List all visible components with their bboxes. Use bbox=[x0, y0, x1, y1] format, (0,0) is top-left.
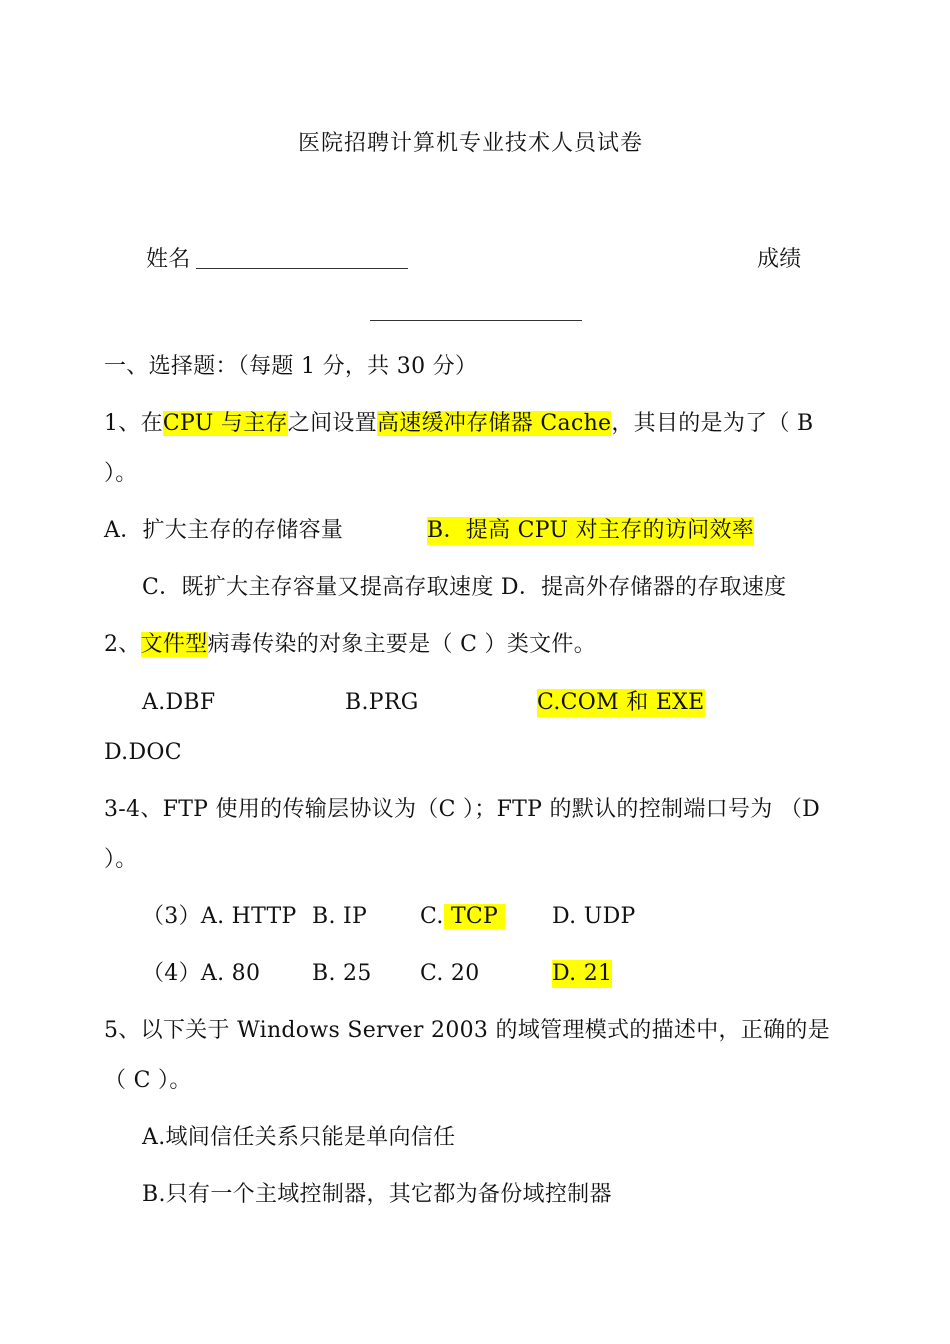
q4-option-d-answer: D. 21 bbox=[552, 961, 613, 986]
q4-option-b: B. 25 bbox=[312, 961, 372, 986]
q5-option-a: A.域间信任关系只能是单向信任 bbox=[142, 1125, 456, 1150]
q4-option-a: （4）A. 80 bbox=[142, 961, 261, 986]
question-5-line-2: （ C ）。 bbox=[104, 1068, 192, 1093]
q2-option-b: B.PRG bbox=[345, 690, 419, 715]
question-1-line-1 bbox=[104, 410, 814, 438]
q2-option-d: D.DOC bbox=[104, 740, 182, 765]
q3-option-c bbox=[420, 903, 505, 931]
q1-option-a: A．扩大主存的存储容量 bbox=[104, 518, 344, 543]
q3-option-c-letter: C. bbox=[420, 904, 444, 929]
name-underline bbox=[196, 268, 408, 269]
q4-option-c: C. 20 bbox=[420, 961, 480, 986]
q2-option-c-answer: C.COM 和 EXE bbox=[537, 690, 705, 715]
q5-option-b: B.只有一个主域控制器，其它都为备份域控制器 bbox=[142, 1182, 612, 1207]
q2-option-a: A.DBF bbox=[142, 690, 216, 715]
q1-highlight-cache: 高速缓冲存储器 Cache bbox=[377, 411, 612, 436]
question-5-line-1: 5、以下关于 Windows Server 2003 的域管理模式的描述中，正确的是 bbox=[104, 1018, 831, 1043]
q1-text: ，其目的是为了（ B bbox=[611, 411, 814, 436]
q1-text: 1、在 bbox=[104, 411, 163, 436]
q1-text: 之间设置 bbox=[287, 411, 377, 436]
question-1-line-2: ）。 bbox=[104, 461, 138, 486]
q2-text: 2、 bbox=[104, 632, 141, 657]
question-2 bbox=[104, 631, 596, 659]
q3-option-b: B. IP bbox=[312, 904, 368, 929]
q2-text: 病毒传染的对象主要是（ C ）类文件。 bbox=[207, 632, 597, 657]
q2-highlight: 文件型 bbox=[140, 632, 208, 657]
name-label: 姓名 bbox=[146, 247, 191, 272]
page-title: 医院招聘计算机专业技术人员试卷 bbox=[298, 131, 644, 156]
score-underline bbox=[370, 320, 582, 321]
q1-option-b-answer: B．提高 CPU 对主存的访问效率 bbox=[427, 518, 755, 543]
question-3-4-line-1: 3-4、FTP 使用的传输层协议为（C ）；FTP 的默认的控制端口号为 （D bbox=[104, 797, 821, 822]
q3-option-a: （3）A. HTTP bbox=[142, 904, 297, 929]
q3-option-d: D. UDP bbox=[552, 904, 636, 929]
score-label: 成绩 bbox=[757, 247, 802, 272]
q1-highlight-cpu: CPU 与主存 bbox=[162, 411, 288, 436]
q1-options-c-d: C．既扩大主存容量又提高存取速度 D．提高外存储器的存取速度 bbox=[142, 575, 787, 600]
section-heading: 一、选择题：（每题 1 分，共 30 分） bbox=[104, 354, 478, 379]
q3-option-c-answer: TCP bbox=[443, 904, 506, 929]
question-3-4-line-2: ）。 bbox=[104, 847, 138, 872]
